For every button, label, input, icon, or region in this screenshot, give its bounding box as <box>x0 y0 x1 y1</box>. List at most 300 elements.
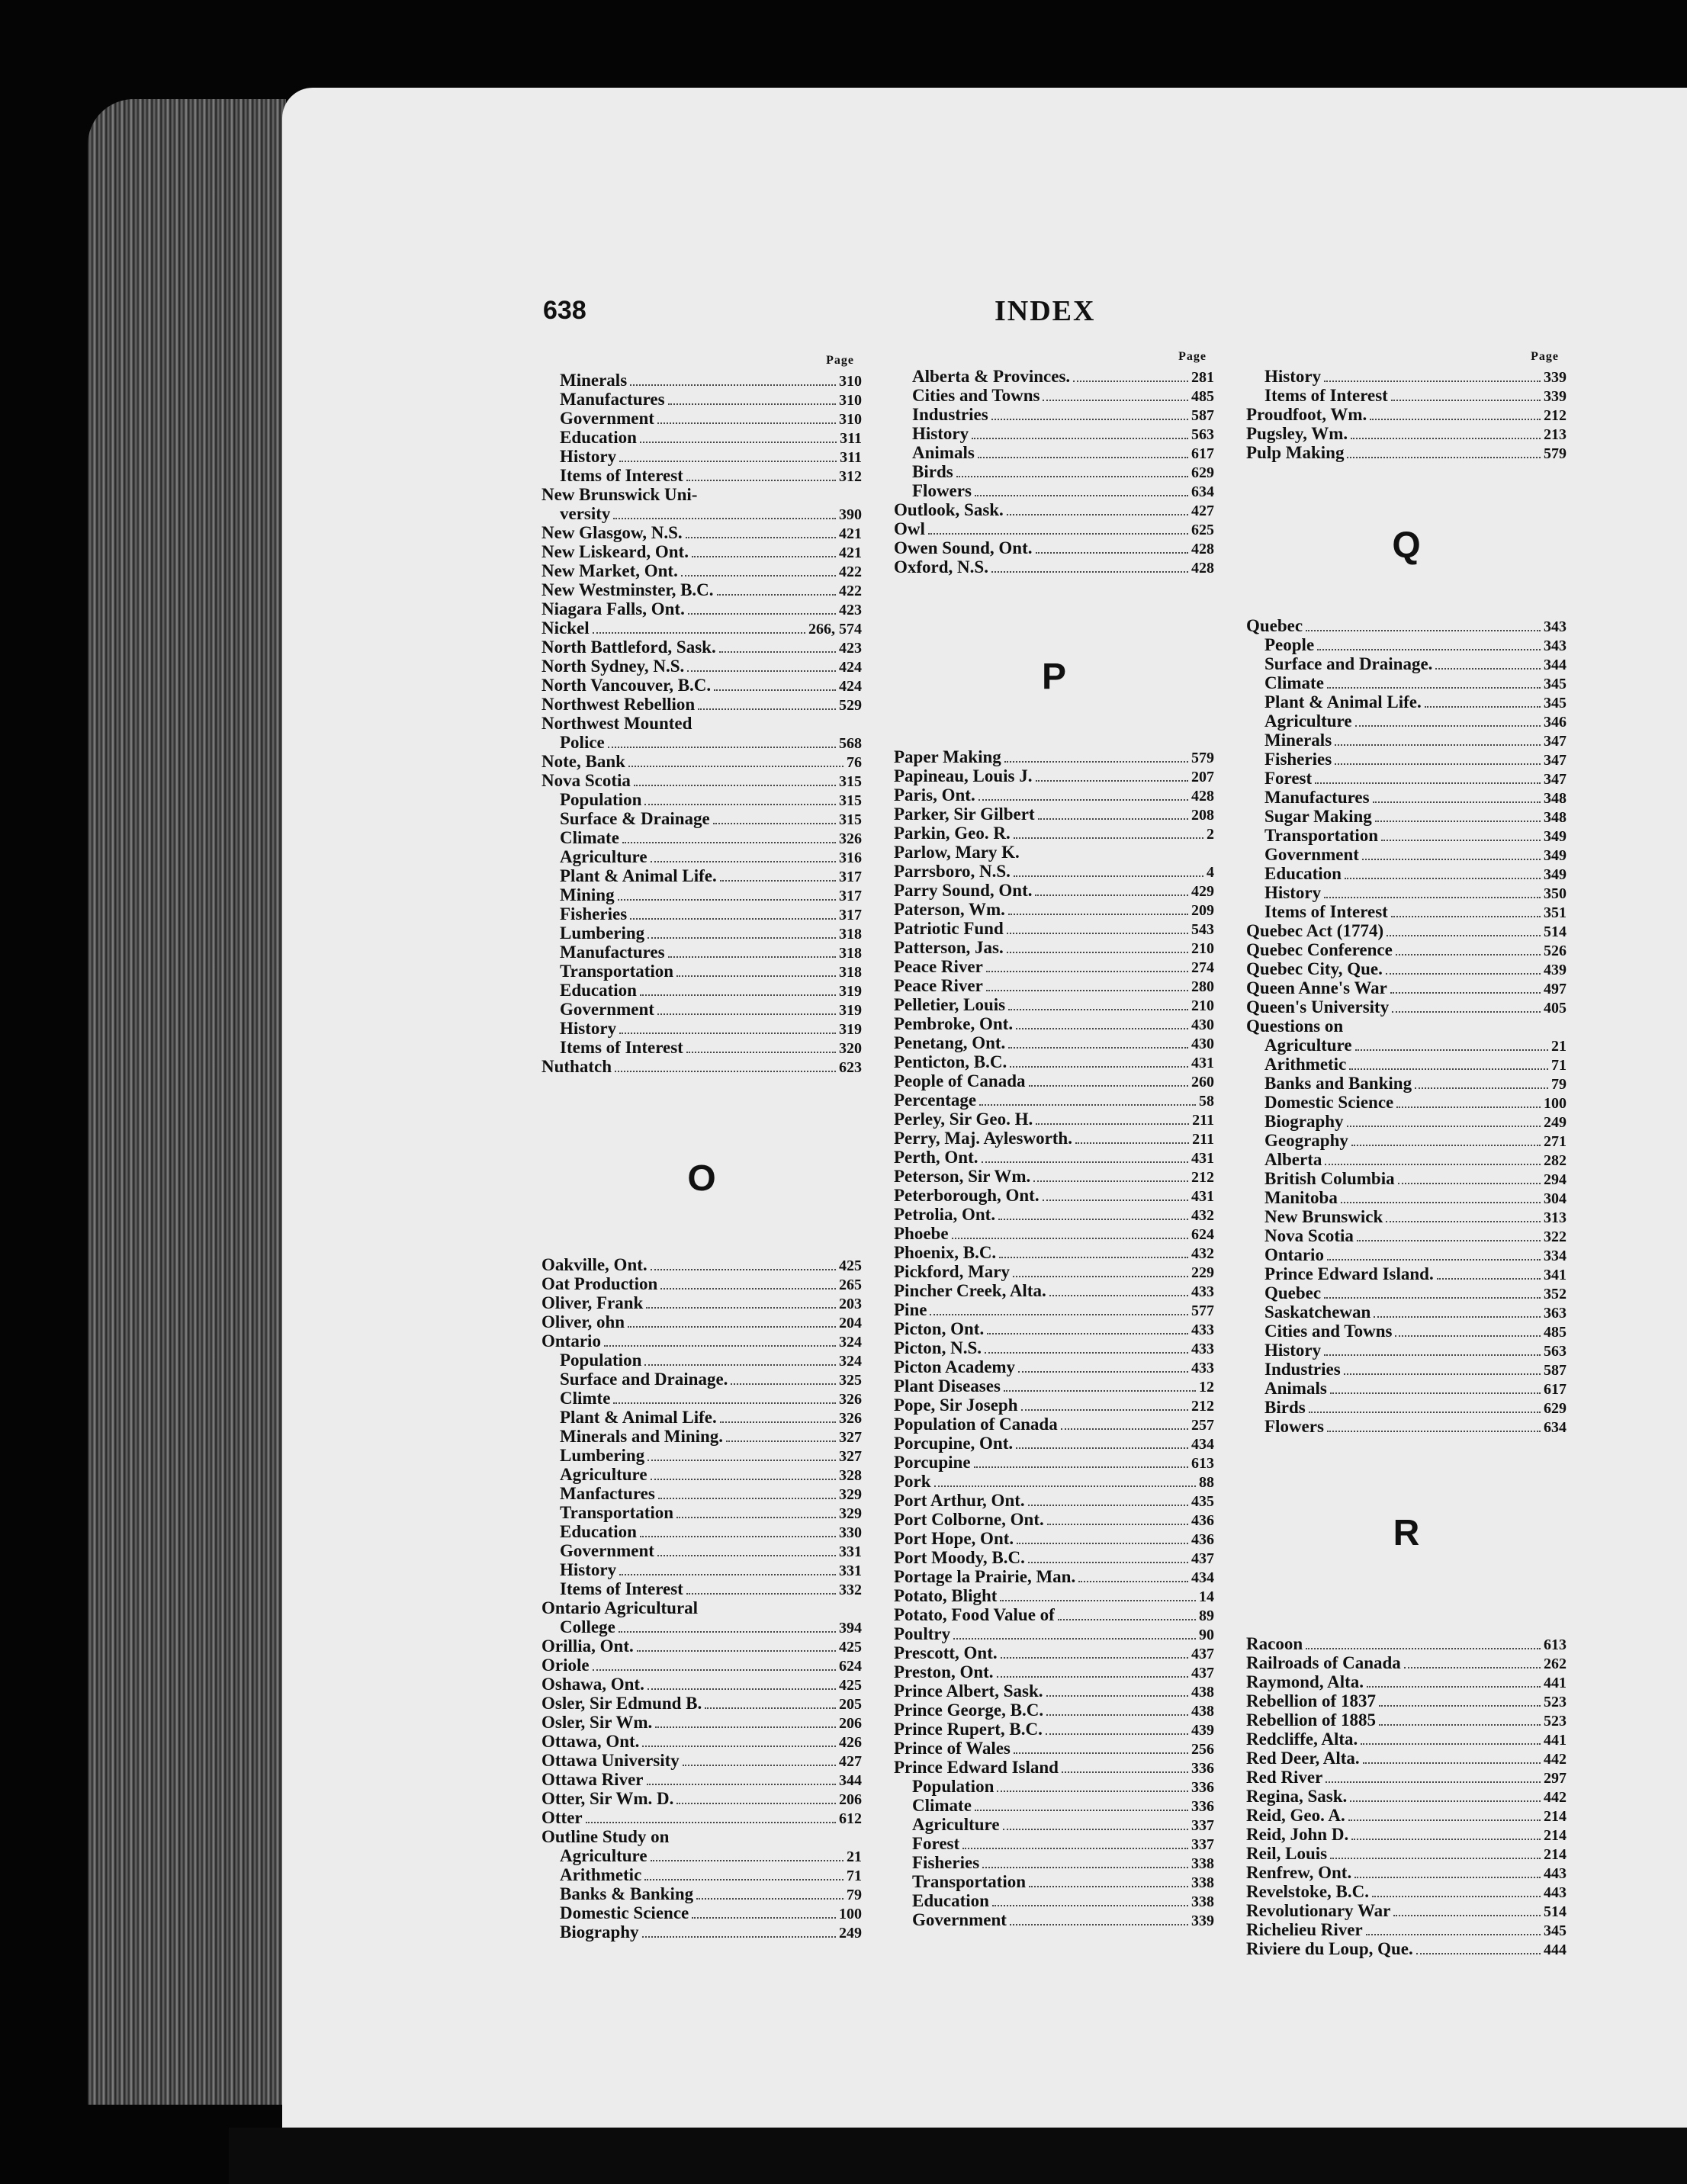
index-entry <box>894 1110 1214 1129</box>
index-entry-label: Parker, Sir Gilbert <box>894 805 1035 824</box>
index-entry-label: Oliver, ohn <box>541 1312 625 1331</box>
index-entry <box>894 386 1214 405</box>
index-entry <box>1246 443 1566 462</box>
dot-leader <box>1306 1648 1541 1649</box>
dot-leader <box>1370 419 1541 420</box>
dot-leader <box>1395 1335 1541 1337</box>
dot-leader <box>952 1238 1188 1239</box>
index-entry-label: New Brunswick Uni- <box>541 485 698 504</box>
page-header <box>0 296 1687 334</box>
index-entry-label: Oshawa, Ont. <box>541 1675 644 1694</box>
dot-leader <box>1350 1800 1541 1802</box>
index-entry-page: 423 <box>839 602 862 618</box>
index-entry-page: 427 <box>839 1753 862 1770</box>
index-entry <box>1246 864 1566 883</box>
index-entry <box>541 695 862 714</box>
index-entry-page: 577 <box>1191 1302 1214 1319</box>
dot-leader <box>1416 1953 1541 1954</box>
index-entry <box>894 1796 1214 1815</box>
dot-leader <box>1075 1142 1189 1144</box>
index-entry <box>894 1357 1214 1376</box>
index-entry-label: Minerals and Mining. <box>560 1427 724 1446</box>
dot-leader <box>1010 1066 1188 1068</box>
index-entry-page: 338 <box>1191 1893 1214 1910</box>
dot-leader <box>1349 1068 1548 1070</box>
index-entry-label: Fisheries <box>1264 750 1332 769</box>
index-entry-label: Government <box>912 1910 1007 1929</box>
index-entry-page: 422 <box>839 564 862 580</box>
dot-leader <box>604 1345 836 1347</box>
index-entry-page: 320 <box>839 1040 862 1057</box>
index-entry <box>894 405 1214 424</box>
index-entry-label: Prince of Wales <box>894 1739 1011 1758</box>
index-entry-label: Agriculture <box>560 1846 647 1865</box>
dot-leader <box>713 823 836 824</box>
dot-leader <box>1387 935 1541 936</box>
index-entry-label: Revelstoke, B.C. <box>1246 1882 1369 1901</box>
index-entry-label: Rebellion of 1885 <box>1246 1710 1376 1730</box>
index-entry-label: Ontario <box>541 1331 601 1351</box>
index-entry <box>1246 1749 1566 1768</box>
index-entry-page: 439 <box>1544 962 1566 978</box>
dot-leader <box>1435 668 1541 670</box>
index-entry <box>541 1465 862 1484</box>
index-entry-label: Poultry <box>894 1624 951 1643</box>
index-entry <box>894 900 1214 919</box>
dot-leader <box>986 971 1188 972</box>
index-entry-label: versity <box>560 504 611 523</box>
index-entry-page: 327 <box>839 1429 862 1446</box>
dot-leader <box>1341 1202 1541 1203</box>
index-entry <box>894 1643 1214 1662</box>
dot-leader <box>1043 400 1188 401</box>
index-entry-label: Climte <box>560 1389 611 1408</box>
index-entry-page: 316 <box>839 850 862 866</box>
index-entry-label: Ottawa River <box>541 1770 644 1789</box>
dot-leader <box>1351 438 1541 439</box>
index-entry-page: 443 <box>1544 1884 1566 1901</box>
index-entry-label: Quebec <box>1246 616 1303 635</box>
dot-leader <box>987 1333 1188 1334</box>
index-entry-label: Potato, Blight <box>894 1586 998 1605</box>
dot-leader <box>619 1574 836 1575</box>
dot-leader <box>1008 1047 1188 1049</box>
index-entry-label: Northwest Mounted <box>541 714 692 733</box>
index-entry-page: 249 <box>1544 1114 1566 1131</box>
index-entry <box>541 923 862 943</box>
index-entry-page: 297 <box>1544 1770 1566 1787</box>
dot-leader <box>1324 381 1541 382</box>
index-entry-label: Domestic Science <box>1264 1093 1394 1112</box>
index-entry <box>541 1427 862 1446</box>
index-entry <box>541 943 862 962</box>
index-entry <box>1246 1341 1566 1360</box>
index-entry-label: Railroads of Canada <box>1246 1653 1401 1672</box>
index-entry <box>1246 1131 1566 1150</box>
index-entry-label: Osler, Sir Wm. <box>541 1713 653 1732</box>
index-entry-label: Paterson, Wm. <box>894 900 1005 919</box>
index-entry-label: Picton, Ont. <box>894 1319 985 1338</box>
index-entry-label: Perley, Sir Geo. H. <box>894 1110 1033 1129</box>
index-entry-page: 213 <box>1544 426 1566 443</box>
dot-leader <box>676 1803 836 1804</box>
dot-leader <box>651 861 836 862</box>
index-entry-label: Peterson, Sir Wm. <box>894 1167 1031 1186</box>
dot-leader <box>619 1033 836 1034</box>
dot-leader <box>647 937 836 939</box>
dot-leader <box>1425 706 1541 708</box>
index-entry <box>1246 1112 1566 1131</box>
index-entry <box>1246 711 1566 731</box>
index-entry-label: Prince Rupert, B.C. <box>894 1720 1043 1739</box>
index-column-2 <box>894 347 1214 1929</box>
dot-leader <box>687 670 836 672</box>
dot-leader <box>1004 761 1188 763</box>
index-list-o-continued <box>894 367 1214 577</box>
dot-leader <box>1391 400 1541 401</box>
index-entry-page: 437 <box>1191 1550 1214 1567</box>
dot-leader <box>651 1479 836 1480</box>
index-entry-label: Revolutionary War <box>1246 1901 1391 1920</box>
index-entry-label: Education <box>560 1522 637 1541</box>
index-entry-label: Racoon <box>1246 1634 1303 1653</box>
dot-leader <box>1327 687 1541 689</box>
index-entry-page: 203 <box>839 1296 862 1312</box>
dot-leader <box>1008 914 1188 915</box>
index-entry-page: 347 <box>1544 752 1566 769</box>
index-entry-label: Plant & Animal Life. <box>560 1408 717 1427</box>
index-entry-page: 339 <box>1544 388 1566 405</box>
dot-leader <box>1014 875 1203 877</box>
index-entry-label: Agriculture <box>1264 1036 1352 1055</box>
index-entry-page: 339 <box>1191 1913 1214 1929</box>
index-entry-label: Owl <box>894 519 925 538</box>
index-entry-label: History <box>560 1560 617 1579</box>
dot-leader <box>1390 992 1541 994</box>
index-entry-page: 430 <box>1191 1017 1214 1033</box>
index-entry-page: 310 <box>839 373 862 390</box>
index-entry-label: Animals <box>1264 1379 1327 1398</box>
index-entry-page: 282 <box>1544 1152 1566 1169</box>
index-entry-label: Oliver, Frank <box>541 1293 644 1312</box>
dot-leader <box>1374 1316 1541 1318</box>
index-entry <box>894 424 1214 443</box>
index-entry <box>894 1548 1214 1567</box>
index-entry-page: 617 <box>1191 445 1214 462</box>
index-entry-page: 345 <box>1544 676 1566 692</box>
index-entry-label: Oat Production <box>541 1274 658 1293</box>
index-entry-page: 311 <box>840 430 862 447</box>
index-entry-page: 326 <box>839 830 862 847</box>
dot-leader <box>1018 1371 1188 1373</box>
index-entry-label: Proudfoot, Wm. <box>1246 405 1367 424</box>
index-entry <box>894 557 1214 577</box>
index-entry-page: 89 <box>1199 1607 1214 1624</box>
index-entry-label: Riviere du Loup, Que. <box>1246 1939 1413 1958</box>
index-entry <box>1246 1150 1566 1169</box>
index-entry-label: Perry, Maj. Aylesworth. <box>894 1129 1072 1148</box>
index-entry-page: 428 <box>1191 788 1214 805</box>
dot-leader <box>1004 1390 1196 1392</box>
index-entry <box>541 657 862 676</box>
index-entry-label: Redcliffe, Alta. <box>1246 1730 1358 1749</box>
index-entry-page: 345 <box>1544 695 1566 711</box>
index-entry-page: 330 <box>839 1524 862 1541</box>
index-entry-label: Prescott, Ont. <box>894 1643 998 1662</box>
dot-leader <box>1309 1412 1541 1413</box>
index-entry <box>541 1389 862 1408</box>
index-entry <box>894 1281 1214 1300</box>
index-entry-label: Forest <box>1264 769 1313 788</box>
index-entry-label: Note, Bank <box>541 752 625 771</box>
index-entry-page: 422 <box>839 583 862 599</box>
dot-leader <box>1415 1087 1548 1089</box>
dot-leader <box>593 632 805 634</box>
index-entry <box>1246 424 1566 443</box>
index-entry-label: History <box>1264 367 1322 386</box>
index-entry-page: 71 <box>1551 1057 1566 1074</box>
dot-leader <box>982 1161 1188 1163</box>
index-entry <box>1246 616 1566 635</box>
index-entry-page: 76 <box>847 754 862 771</box>
index-entry-label: History <box>1264 883 1322 902</box>
dot-leader <box>637 1650 836 1652</box>
dot-leader <box>1348 1819 1541 1821</box>
index-entry-page: 436 <box>1191 1531 1214 1548</box>
index-entry-page: 341 <box>1544 1267 1566 1283</box>
index-entry-label: Minerals <box>560 371 628 390</box>
dot-leader <box>962 1848 1188 1849</box>
dot-leader <box>1354 1877 1541 1878</box>
index-entry-page: 349 <box>1544 847 1566 864</box>
dot-leader <box>647 1688 836 1690</box>
index-entry <box>1246 1787 1566 1806</box>
index-entry-page: 100 <box>839 1906 862 1922</box>
index-entry <box>541 1274 862 1293</box>
dot-leader <box>719 651 836 653</box>
dot-leader <box>1345 878 1541 879</box>
index-entry-label: Education <box>560 981 637 1000</box>
index-entry-label: Sugar Making <box>1264 807 1372 826</box>
index-entry <box>1246 654 1566 673</box>
index-entry <box>541 1770 862 1789</box>
index-entry <box>541 599 862 618</box>
dot-leader <box>640 994 836 996</box>
index-entry-label: Porcupine <box>894 1453 971 1472</box>
index-entry-page: 336 <box>1191 1779 1214 1796</box>
index-entry-label: Climate <box>912 1796 972 1815</box>
index-entry-page: 315 <box>839 773 862 790</box>
index-entry <box>541 1057 862 1076</box>
dot-leader <box>630 384 836 386</box>
index-entry-page: 443 <box>1544 1865 1566 1882</box>
index-entry-label: Nickel <box>541 618 590 638</box>
dot-leader <box>997 1791 1188 1792</box>
index-entry <box>894 1491 1214 1510</box>
dot-leader <box>930 1314 1188 1315</box>
index-entry-label: Birds <box>1264 1398 1306 1417</box>
index-entry-label: Population <box>912 1777 995 1796</box>
index-entry-page: 271 <box>1544 1133 1566 1150</box>
index-entry-page: 346 <box>1544 714 1566 731</box>
index-entry-page: 563 <box>1544 1343 1566 1360</box>
dot-leader <box>1404 1667 1541 1669</box>
index-entry-page: 210 <box>1191 940 1214 957</box>
index-entry-label: Population <box>560 1351 642 1370</box>
dot-leader <box>619 1631 836 1633</box>
index-entry <box>1246 1074 1566 1093</box>
index-entry-page: 433 <box>1191 1341 1214 1357</box>
index-entry-label: Patterson, Jas. <box>894 938 1004 957</box>
index-entry <box>1246 940 1566 959</box>
index-entry <box>894 1319 1214 1338</box>
index-entry <box>1246 1188 1566 1207</box>
index-entry-page: 439 <box>1191 1722 1214 1739</box>
index-entry <box>1246 959 1566 978</box>
index-entry-label: Manitoba <box>1264 1188 1338 1207</box>
index-entry <box>541 1903 862 1922</box>
index-entry-page: 427 <box>1191 503 1214 519</box>
index-entry <box>541 1293 862 1312</box>
index-entry-label: Items of Interest <box>560 466 683 485</box>
index-entry-label: Penetang, Ont. <box>894 1033 1006 1052</box>
dot-leader <box>1355 725 1541 727</box>
dot-leader <box>640 1536 836 1537</box>
index-entry-label: Red River <box>1246 1768 1323 1787</box>
index-entry <box>894 1186 1214 1205</box>
index-entry-page: 444 <box>1544 1942 1566 1958</box>
dot-leader <box>647 1784 837 1785</box>
index-entry-page: 209 <box>1191 902 1214 919</box>
index-entry <box>541 1541 862 1560</box>
index-entry-label: Paris, Ont. <box>894 785 975 805</box>
index-entry-label: Mining <box>560 885 615 904</box>
index-entry <box>541 390 862 409</box>
index-entry-page: 58 <box>1199 1093 1214 1110</box>
index-entry <box>894 1148 1214 1167</box>
dot-leader <box>1437 1278 1541 1280</box>
index-entry-page: 485 <box>1544 1324 1566 1341</box>
dot-leader <box>1007 952 1188 953</box>
index-entry-label: Arithmetic <box>560 1865 642 1884</box>
index-entry <box>541 1808 862 1827</box>
index-entry <box>894 1129 1214 1148</box>
index-entry-label: Surface and Drainage. <box>560 1370 728 1389</box>
index-entry-page: 441 <box>1544 1675 1566 1691</box>
index-entry-page: 634 <box>1191 483 1214 500</box>
index-entry <box>1246 1844 1566 1863</box>
dot-leader <box>1036 1123 1189 1125</box>
index-entry-label: Manfactures <box>560 1484 655 1503</box>
index-entry <box>894 481 1214 500</box>
index-entry-label: Picton Academy <box>894 1357 1016 1376</box>
index-entry <box>541 523 862 542</box>
index-entry-page: 318 <box>839 945 862 962</box>
dot-leader <box>657 422 836 424</box>
index-entry-label: Pembroke, Ont. <box>894 1014 1014 1033</box>
index-entry <box>1246 769 1566 788</box>
index-entry-label: Prince Edward Island. <box>1264 1264 1434 1283</box>
dot-leader <box>991 571 1188 573</box>
dot-leader <box>651 1269 836 1270</box>
dot-leader <box>1386 973 1541 975</box>
index-entry <box>894 1567 1214 1586</box>
index-entry <box>541 1351 862 1370</box>
index-entry-label: Port Colborne, Ont. <box>894 1510 1044 1529</box>
index-entry-label: British Columbia <box>1264 1169 1395 1188</box>
index-entry-page: 14 <box>1199 1588 1214 1605</box>
dot-leader <box>1049 1295 1188 1296</box>
index-entry-page: 432 <box>1191 1207 1214 1224</box>
index-entry <box>894 1243 1214 1262</box>
index-entry-label: Agriculture <box>560 847 647 866</box>
index-entry <box>1246 1283 1566 1302</box>
index-entry-page: 424 <box>839 678 862 695</box>
index-entry <box>1246 1825 1566 1844</box>
index-entry <box>894 1167 1214 1186</box>
dot-leader <box>660 1288 836 1290</box>
dot-leader <box>1014 837 1203 839</box>
index-entry-label: Porcupine, Ont. <box>894 1434 1014 1453</box>
index-entry-page: 432 <box>1191 1245 1214 1262</box>
dot-leader <box>1362 859 1541 860</box>
index-entry-label: New Brunswick <box>1264 1207 1383 1226</box>
index-entry <box>541 1922 862 1942</box>
index-entry-page: 347 <box>1544 771 1566 788</box>
index-entry-label: Portage la Prairie, Man. <box>894 1567 1076 1586</box>
index-entry-label: Richelieu River <box>1246 1920 1363 1939</box>
index-column-1 <box>541 351 862 1942</box>
index-entry-page: 337 <box>1191 1836 1214 1853</box>
index-entry-label: Reid, John D. <box>1246 1825 1349 1844</box>
index-entry-label: Climate <box>1264 673 1324 692</box>
index-entry-label: Surface and Drainage. <box>1264 654 1433 673</box>
dot-leader <box>985 1352 1188 1354</box>
index-entry-label: Climate <box>560 828 619 847</box>
index-entry <box>1246 997 1566 1017</box>
dot-leader <box>1396 954 1541 956</box>
index-entry-label: Government <box>1264 845 1359 864</box>
index-entry-page: 88 <box>1199 1474 1214 1491</box>
dot-leader <box>1036 780 1189 782</box>
dot-leader <box>1347 457 1541 458</box>
section-letter-p: P <box>1041 657 1066 697</box>
index-entry-page: 428 <box>1191 541 1214 557</box>
index-entry-label: Raymond, Alta. <box>1246 1672 1364 1691</box>
index-entry-label: Industries <box>1264 1360 1341 1379</box>
index-entry <box>894 919 1214 938</box>
index-entry <box>541 1370 862 1389</box>
index-entry <box>894 1586 1214 1605</box>
dot-leader <box>1398 1183 1541 1184</box>
index-entry-label: Manufactures <box>560 943 665 962</box>
index-entry-page: 348 <box>1544 790 1566 807</box>
index-entry-page: 431 <box>1191 1188 1214 1205</box>
dot-leader <box>1330 1392 1541 1394</box>
dot-leader <box>731 1383 836 1385</box>
index-entry <box>541 371 862 390</box>
index-entry-page: 212 <box>1191 1398 1214 1415</box>
index-entry-page: 211 <box>1192 1131 1214 1148</box>
index-entry-label: Oriole <box>541 1656 590 1675</box>
page-title: INDEX <box>995 295 1096 327</box>
index-entry <box>1246 1017 1566 1036</box>
dot-leader <box>1347 1126 1541 1127</box>
index-entry-page: 337 <box>1191 1817 1214 1834</box>
index-entry <box>541 714 862 733</box>
index-entry-label: Flowers <box>1264 1417 1324 1436</box>
index-entry <box>894 976 1214 995</box>
